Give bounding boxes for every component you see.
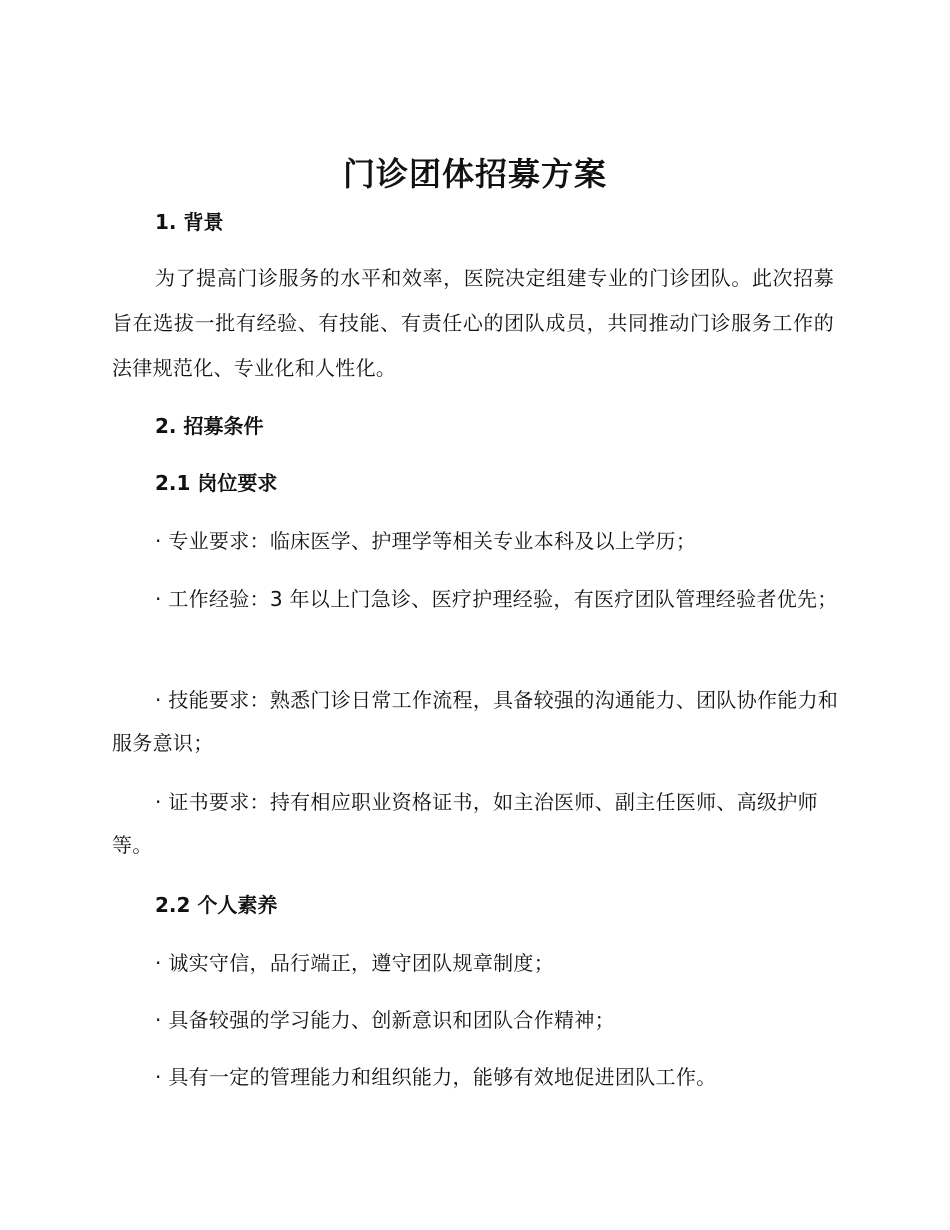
list-item: · 具备较强的学习能力、创新意识和团队合作精神； (155, 1008, 615, 1032)
section-heading-background: 1. 背景 (155, 210, 224, 234)
list-item: · 技能要求：熟悉门诊日常工作流程，具备较强的沟通能力、团队协作能力和服务意识； (112, 688, 839, 755)
subsection-heading-position-requirements: 2.1 岗位要求 (155, 471, 278, 495)
section-heading-requirements: 2. 招募条件 (155, 414, 264, 438)
list-item: · 诚实守信，品行端正，遵守团队规章制度； (155, 951, 555, 975)
subsection-heading-personal-qualities: 2.2 个人素养 (155, 893, 278, 917)
list-item: · 专业要求：临床医学、护理学等相关专业本科及以上学历； (155, 529, 697, 553)
document-title: 门诊团体招募方案 (342, 155, 607, 193)
list-item: · 具有一定的管理能力和组织能力，能够有效地促进团队工作。 (155, 1065, 717, 1089)
list-item: · 工作经验：3 年以上门急诊、医疗护理经验，有医疗团队管理经验者优先； (155, 587, 838, 611)
background-paragraph: 为了提高门诊服务的水平和效率，医院决定组建专业的门诊团队。此次招募旨在选拔一批有经验、有技能、有责任心的团队成员，共同推动门诊服务工作的法律规范化、专业化和人性化。 (112, 266, 834, 380)
list-item: · 证书要求：持有相应职业资格证书，如主治医师、副主任医师、高级护师等。 (112, 790, 818, 857)
